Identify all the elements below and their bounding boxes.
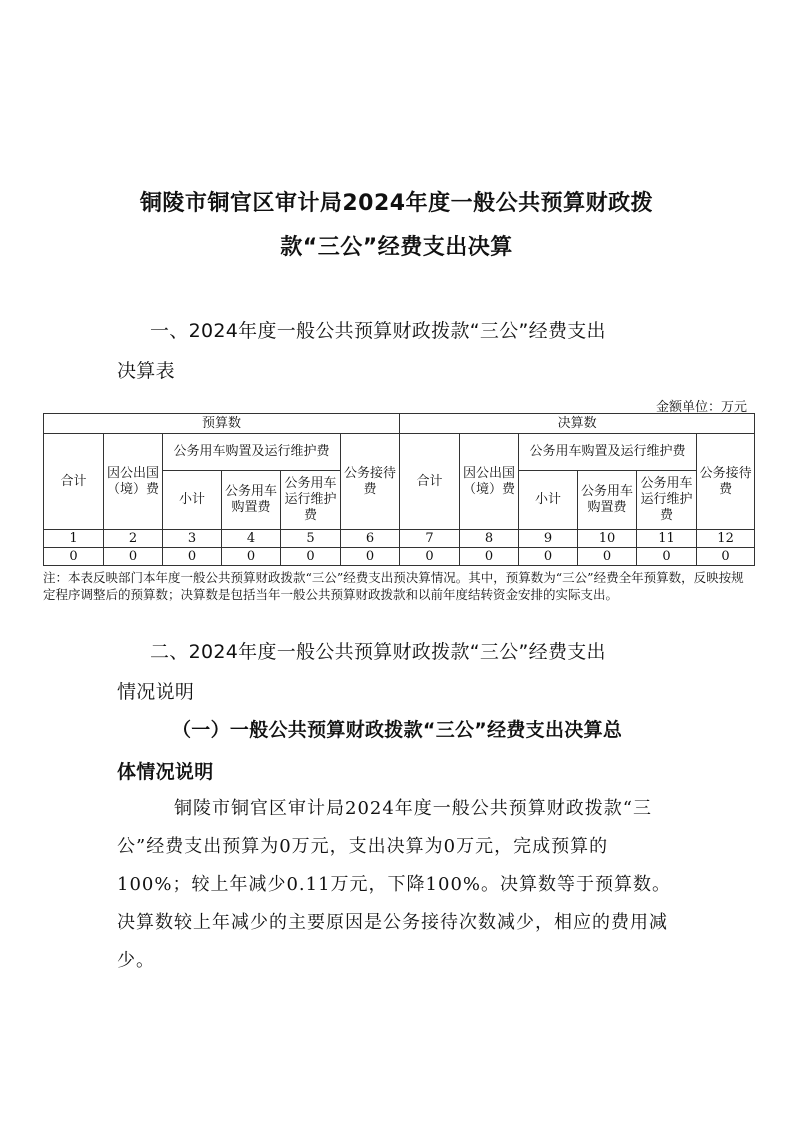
- amount-unit-label: 金额单位：万元: [655, 400, 747, 415]
- budget-col-operation: 公务用车运行维护费: [281, 471, 341, 530]
- three-public-expenses-table: [43, 413, 755, 566]
- table-index-row: [44, 530, 755, 548]
- final-col-abroad: 因公出国（境）费: [460, 434, 519, 530]
- budget-header: 预算数: [44, 414, 400, 434]
- final-col-purchase: 公务用车购置费: [578, 471, 637, 530]
- final-col-vehicle-group: 公务用车购置及运行维护费: [519, 434, 697, 471]
- budget-col-vehicle-group: 公务用车购置及运行维护费: [163, 434, 341, 471]
- overall-explanation-paragraph: 铜陵市铜官区审计局2024年度一般公共预算财政拨款“三公”经费支出预算为0万元，支出决算为0万元，完成预算的100%；较上年减少0.11万元，下降100%。决算数等于预算数。决算数较上年减少的主要原因是公务接待次数减少，相应的费用减少。: [117, 798, 671, 971]
- index-cell: 12: [697, 530, 755, 548]
- value-cell: 0: [341, 548, 400, 566]
- section-1-heading: 一、2024年度一般公共预算财政拨款“三公”经费支出: [150, 320, 606, 342]
- value-cell: 0: [519, 548, 578, 566]
- subsection-1-heading: （一）一般公共预算财政拨款“三公”经费支出决算总: [172, 719, 623, 741]
- budget-col-reception: 公务接待费: [341, 434, 400, 530]
- value-cell: 0: [44, 548, 104, 566]
- value-cell: 0: [163, 548, 222, 566]
- index-cell: 6: [341, 530, 400, 548]
- budget-col-subtotal: 小计: [163, 471, 222, 530]
- table-note: 注：本表反映部门本年度一般公共预算财政拨款“三公”经费支出预决算情况。其中，预算数为“三公”经费全年预算数，反映按规定程序调整后的预算数；决算数是包括当年一般公共预算财政拨款和以前年度结转资金安排的实际支出。: [43, 570, 744, 602]
- value-cell: 0: [697, 548, 755, 566]
- document-title-line-1: 铜陵市铜官区审计局2024年度一般公共预算财政拨: [139, 191, 654, 216]
- document-title-line-2: 款“三公”经费支出决算: [280, 235, 513, 260]
- section-1-heading-continued: 决算表: [117, 360, 175, 382]
- value-cell: 0: [637, 548, 697, 566]
- index-cell: 1: [44, 530, 104, 548]
- index-cell: 2: [104, 530, 163, 548]
- value-cell: 0: [460, 548, 519, 566]
- budget-col-purchase: 公务用车购置费: [222, 471, 281, 530]
- final-col-reception: 公务接待费: [697, 434, 755, 530]
- budget-col-abroad: 因公出国（境）费: [104, 434, 163, 530]
- table-group-header-row: [44, 414, 755, 434]
- index-cell: 11: [637, 530, 697, 548]
- index-cell: 7: [400, 530, 460, 548]
- index-cell: 4: [222, 530, 281, 548]
- final-col-total: 合计: [400, 434, 460, 530]
- budget-col-total: 合计: [44, 434, 104, 530]
- value-cell: 0: [281, 548, 341, 566]
- value-cell: 0: [400, 548, 460, 566]
- final-header: 决算数: [400, 414, 755, 434]
- final-col-subtotal: 小计: [519, 471, 578, 530]
- index-cell: 5: [281, 530, 341, 548]
- table-value-row: [44, 548, 755, 566]
- index-cell: 3: [163, 530, 222, 548]
- value-cell: 0: [222, 548, 281, 566]
- table-header-row-1: [44, 434, 755, 471]
- index-cell: 8: [460, 530, 519, 548]
- section-2-heading: 二、2024年度一般公共预算财政拨款“三公”经费支出: [150, 641, 606, 663]
- index-cell: 10: [578, 530, 637, 548]
- value-cell: 0: [104, 548, 163, 566]
- index-cell: 9: [519, 530, 578, 548]
- value-cell: 0: [578, 548, 637, 566]
- final-col-operation: 公务用车运行维护费: [637, 471, 697, 530]
- section-2-heading-continued: 情况说明: [117, 681, 195, 703]
- subsection-1-heading-continued: 体情况说明: [117, 761, 214, 783]
